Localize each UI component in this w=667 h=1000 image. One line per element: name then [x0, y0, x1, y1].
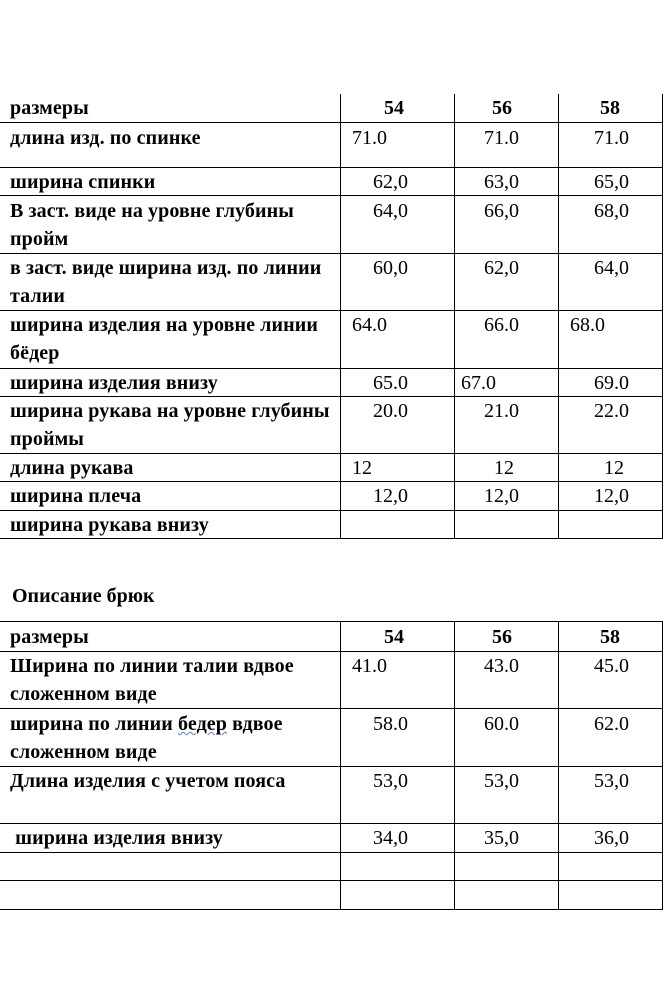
size-header-58: 58: [600, 626, 620, 648]
cell-value: 53,0: [373, 770, 408, 792]
row-label: Длина изделия с учетом пояса: [10, 770, 286, 792]
table-column-rule: [558, 621, 559, 910]
cell-value: 64,0: [594, 257, 629, 279]
cell-value: 12,0: [373, 485, 408, 507]
section-title: Описание брюк: [12, 585, 155, 607]
cell-value: 35,0: [484, 827, 519, 849]
cell-value: 20.0: [373, 400, 408, 422]
row-label-part-underlined: бедер: [178, 713, 227, 735]
cell-value: 66,0: [484, 200, 519, 222]
cell-value: 65,0: [594, 171, 629, 193]
table-column-rule: [340, 94, 341, 539]
cell-value: 63,0: [484, 171, 519, 193]
row-label: ширина рукава на уровне глубины проймы: [10, 400, 330, 450]
cell-value: 60.0: [484, 713, 519, 735]
cell-value: 65.0: [373, 372, 408, 394]
table-rule: [0, 708, 663, 709]
table-column-rule: [662, 94, 663, 539]
cell-value: 41.0: [352, 655, 387, 677]
row-label: ширина плеча: [10, 485, 142, 507]
row-label: ширина спинки: [10, 171, 156, 193]
cell-value: 12: [352, 457, 372, 479]
table-rule: [0, 852, 663, 853]
cell-value: 12: [494, 457, 514, 479]
size-header-58: 58: [600, 97, 620, 119]
cell-value: 34,0: [373, 827, 408, 849]
cell-value: 64.0: [352, 314, 387, 336]
size-header-56: 56: [492, 626, 512, 648]
cell-value: 12,0: [594, 485, 629, 507]
row-label: Ширина по линии талии вдвое сложенном виде: [10, 655, 294, 705]
row-label: ширина рукава внизу: [10, 514, 209, 536]
row-label: [10, 710, 335, 766]
size-header-54: 54: [384, 626, 404, 648]
cell-value: 58.0: [373, 713, 408, 735]
row-label: ширина изделия внизу: [10, 372, 218, 394]
cell-value: 45.0: [594, 655, 629, 677]
cell-value: 64,0: [373, 200, 408, 222]
cell-value: 71.0: [594, 127, 629, 149]
table-column-rule: [662, 621, 663, 910]
row-label: длина рукава: [10, 457, 134, 479]
cell-value: 36,0: [594, 827, 629, 849]
row-label: длина изд. по спинке: [10, 127, 201, 149]
cell-value: 68.0: [570, 314, 605, 336]
table-column-rule: [558, 94, 559, 539]
cell-value: 12,0: [484, 485, 519, 507]
row-label: ширина изделия на уровне линии бёдер: [10, 314, 318, 364]
cell-value: 67.0: [461, 372, 496, 394]
cell-value: 53,0: [594, 770, 629, 792]
table-column-rule: [454, 94, 455, 539]
size-header-56: 56: [492, 97, 512, 119]
cell-value: 22.0: [594, 400, 629, 422]
table-column-rule: [340, 621, 341, 910]
cell-value: 66.0: [484, 314, 519, 336]
table-header-label: размеры: [10, 626, 89, 648]
row-label-part: ширина по линии: [10, 713, 179, 735]
table-rule: [0, 621, 663, 622]
cell-value: 69.0: [594, 372, 629, 394]
table-rule: [0, 880, 663, 881]
cell-value: 62,0: [484, 257, 519, 279]
table-rule: [0, 122, 663, 123]
cell-value: 12: [604, 457, 624, 479]
cell-value: 43.0: [484, 655, 519, 677]
size-header-54: 54: [384, 97, 404, 119]
row-label-part: вдвое сложенном виде: [10, 713, 283, 763]
cell-value: 21.0: [484, 400, 519, 422]
table-rule: [0, 909, 663, 910]
cell-value: 60,0: [373, 257, 408, 279]
row-label: В заст. виде на уровне глубины пройм: [10, 200, 294, 250]
cell-value: 71.0: [484, 127, 519, 149]
cell-value: 62,0: [373, 171, 408, 193]
cell-value: 53,0: [484, 770, 519, 792]
table-header-label: размеры: [10, 97, 89, 119]
cell-value: 68,0: [594, 200, 629, 222]
row-label: ширина изделия внизу: [10, 827, 223, 849]
table-column-rule: [454, 621, 455, 910]
cell-value: 62.0: [594, 713, 629, 735]
cell-value: 71.0: [352, 127, 387, 149]
row-label: в заст. виде ширина изд. по линии талии: [10, 257, 322, 307]
